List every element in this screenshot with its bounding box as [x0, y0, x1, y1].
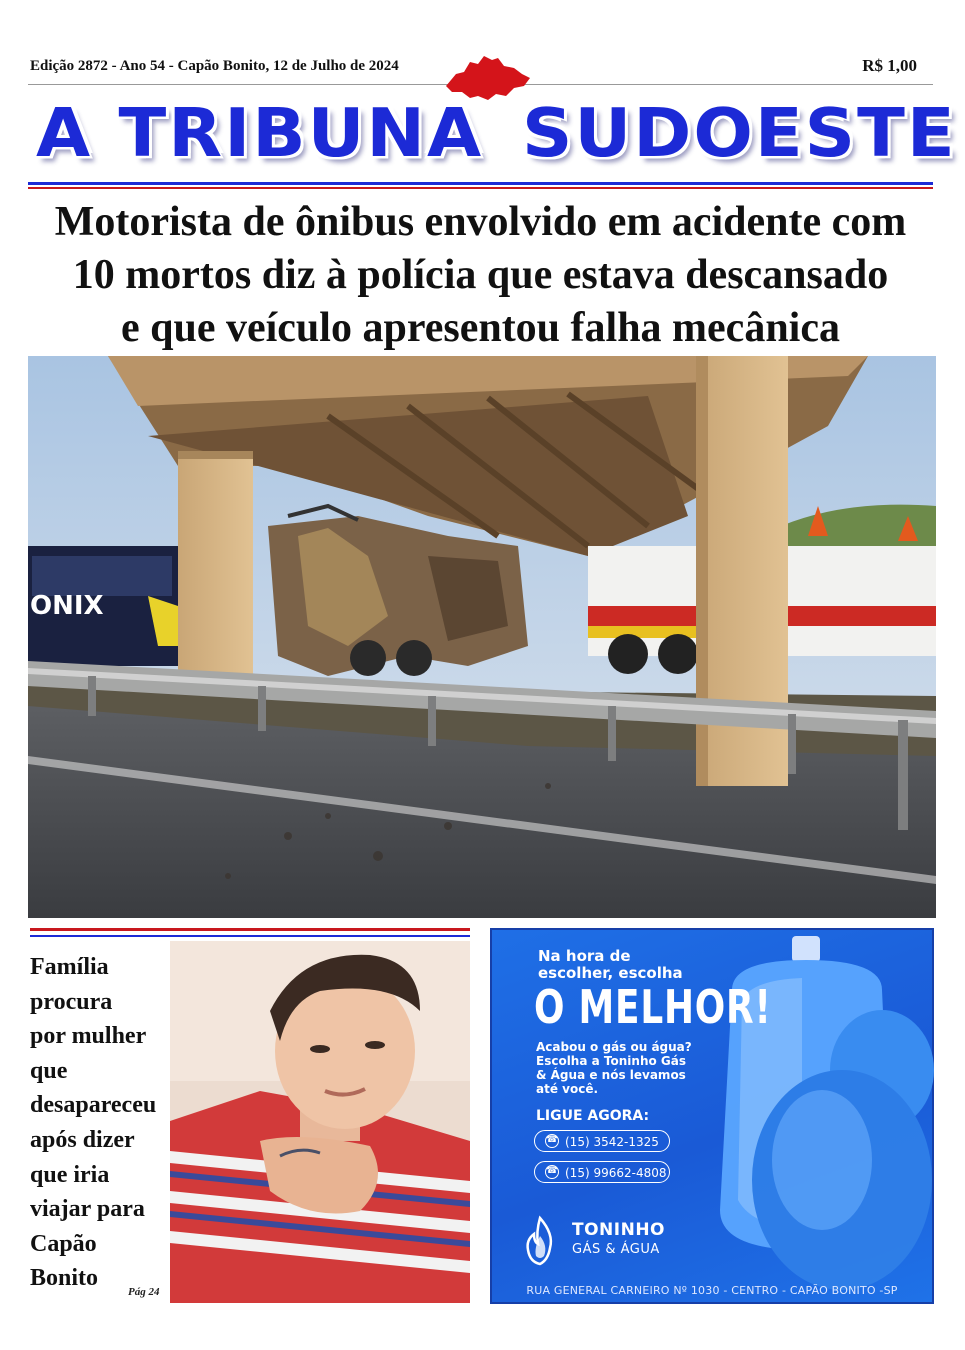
edition-line: Edição 2872 - Ano 54 - Capão Bonito, 12 de Julho de 2024: [30, 58, 399, 74]
ad-phone-2[interactable]: [534, 1161, 670, 1183]
logo-text-left: A TRIBUNA: [36, 94, 484, 172]
price: R$ 1,00: [862, 56, 917, 75]
ad-question: Acabou o gás ou água? Escolha a Toninho Gás & Água e nós levamos até você.: [536, 1040, 692, 1096]
ad-best-slogan: O MELHOR!: [534, 980, 772, 1034]
accident-photo[interactable]: [28, 356, 936, 918]
flame-logo-icon: [520, 1216, 560, 1266]
story-page-ref: Pág 24: [128, 1286, 160, 1298]
ad-brand-sub: GÁS & ÁGUA: [572, 1242, 660, 1257]
ad-brand-block: [520, 1210, 710, 1276]
logo-text-right: SUDOESTE: [522, 94, 957, 172]
ad-phone-2-number: (15) 99662-4808: [565, 1166, 667, 1180]
ad-phone-1[interactable]: [534, 1130, 670, 1152]
lead-headline[interactable]: Motorista de ônibus envolvido em acidente com 10 mortos diz à polícia que estava descansado e que veículo apresentou falha mecânica: [54, 199, 907, 351]
ad-tagline: Na hora de escolher, escolha: [538, 947, 683, 982]
phone-icon: ☎: [545, 1134, 559, 1148]
bus-lettering: ONIX: [30, 591, 104, 621]
whatsapp-icon: ☎: [545, 1165, 559, 1179]
story-rule-blue: [30, 935, 470, 937]
missing-woman-photo[interactable]: [170, 941, 470, 1303]
masthead-rule-blue: [28, 182, 933, 185]
missing-woman-headline[interactable]: Família procura por mulher que desapareceu após dizer que iria viajar para Capão Bonito: [30, 954, 157, 1292]
toninho-gas-ad[interactable]: [490, 928, 934, 1304]
accident-scene-illustration: [28, 356, 936, 918]
woman-portrait-illustration: [170, 941, 470, 1303]
ad-brand-name: TONINHO: [572, 1220, 666, 1240]
ad-address: RUA GENERAL CARNEIRO Nº 1030 - CENTRO - CAPÃO BONITO -SP: [526, 1284, 898, 1297]
masthead-rule-red: [28, 187, 933, 189]
ad-call-label: LIGUE AGORA:: [536, 1108, 650, 1124]
ad-phone-1-number: (15) 3542-1325: [565, 1135, 659, 1149]
story-rule-red: [30, 928, 470, 931]
